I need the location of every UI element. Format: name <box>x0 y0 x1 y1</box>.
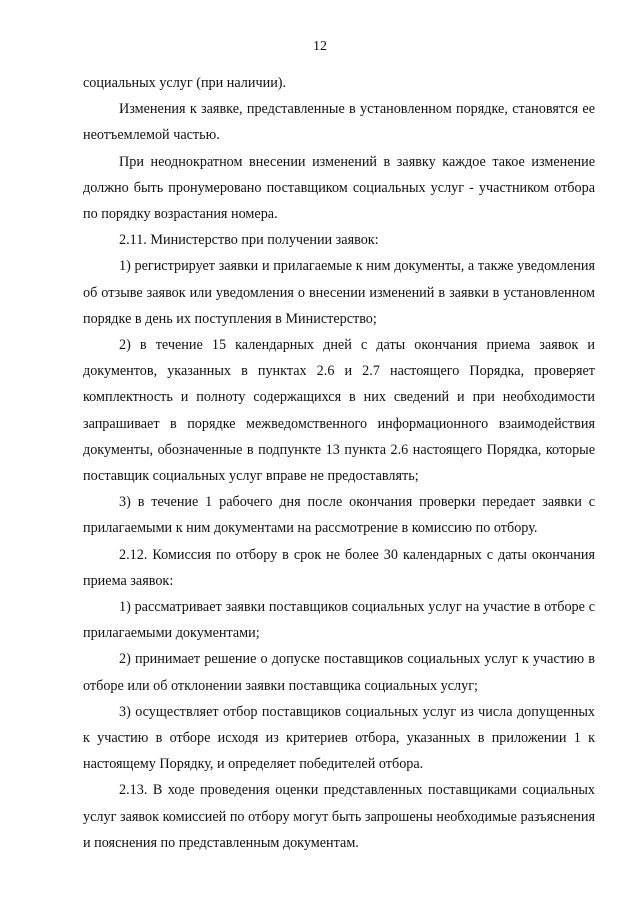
paragraph-amendments: Изменения к заявке, представленные в установленном порядке, становятся ее неотъемлемой частью. <box>83 101 595 144</box>
paragraph-continuation: социальных услуг (при наличии). <box>83 75 287 91</box>
section-2-12-heading: 2.12. Комиссия по отбору в срок не более 30 календарных с даты окончания приема заявок: <box>83 546 595 589</box>
section-2-12-item-1: 1) рассматривает заявки поставщиков социальных услуг на участие в отборе с прилагаемыми документами; <box>83 599 595 642</box>
section-2-13-paragraph: 2.13. В ходе проведения оценки представленных поставщиками социальных услуг заявок комиссией по отбору могут быть запрошены необходимые разъяснения и пояснения по представленным документам. <box>83 782 595 851</box>
section-2-11-item-1: 1) регистрирует заявки и прилагаемые к ним документы, а также уведомления об отзыве заявок или уведомления о внесении изменений в заявки в установленном порядке в день их поступления в Министерство; <box>83 258 595 327</box>
section-2-11-item-3: 3) в течение 1 рабочего дня после окончания проверки передает заявки с прилагаемыми к ним документами на рассмотрение в комиссию по отбору. <box>83 494 595 537</box>
document-body <box>83 70 595 856</box>
section-2-12-item-2: 2) принимает решение о допуске поставщиков социальных услуг к участию в отборе или об отклонении заявки поставщика социальных услуг; <box>83 651 595 694</box>
section-2-11-item-2: 2) в течение 15 календарных дней с даты окончания приема заявок и документов, указанных в пунктах 2.6 и 2.7 настоящего Порядка, проверяет комплектность и полноту содержащихся в них сведений и при необходимости запрашивает в порядке межведомственного информационного взаимодействия документы, обозначенные в подпункте 13 пункта 2.6 настоящего Порядка, которые поставщик социальных услуг вправе не предоставлять; <box>83 337 595 485</box>
page-number: 12 <box>313 39 327 54</box>
paragraph-numbering: При неоднократном внесении изменений в заявку каждое такое изменение должно быть пронумеровано поставщиком социальных услуг - участником отбора по порядку возрастания номера. <box>83 153 595 223</box>
section-2-11-heading: 2.11. Министерство при получении заявок: <box>119 232 379 249</box>
section-2-12-item-3: 3) осуществляет отбор поставщиков социальных услуг из числа допущенных к участию в отборе исходя из критериев отбора, указанных в приложении 1 к настоящему Порядку, и определяет победителей отбора. <box>83 703 595 773</box>
